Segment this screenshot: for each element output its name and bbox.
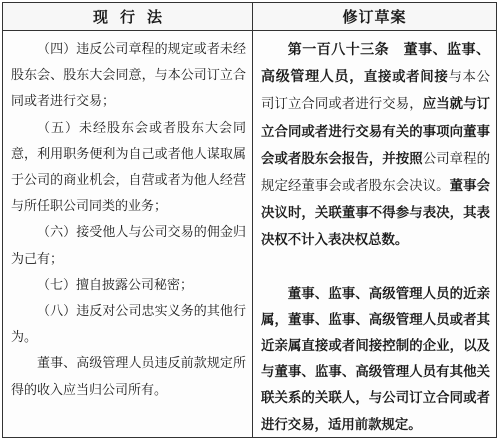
current-law-item-4: （四）违反公司章程的规定或者未经股东会、股东大会同意，与本公司订立合同或者进行交易；	[11, 42, 246, 110]
current-law-closing: 董事、高级管理人员违反前款规定所得的收入应当归公司所有。	[11, 356, 246, 398]
draft-amendment-direct-indirect: 直接或者间接	[363, 69, 449, 86]
draft-related-parties: 董事、监事、高级管理人员的近亲属，董事、监事、高级管理人员或者其近亲属直接或者间接控制的企业，以及与董事、监事、高级管理人员有其他关联关系的关联人，与公司订立合同或者进行交易，适用前款规定。	[261, 285, 490, 433]
draft-article-183	[261, 37, 490, 255]
current-law-item-6: （六）接受他人与公司交易的佣金归为己有；	[11, 225, 246, 267]
current-law-item-5: （五）未经股东会或者股东大会同意，利用职务便利为自己或者他人谋取属于公司的商业机会，自营或者为他人经营与所任职公司同类的业务；	[11, 120, 246, 215]
current-law-item-7: （七）擅自披露公司秘密；	[37, 277, 194, 293]
draft-text-contract: 与本公司订立合同或者进行交易，	[261, 70, 491, 113]
draft-article-heading: 第一百八十三条 董事、监事、高级管理人员，	[261, 42, 490, 86]
draft-amendment-report: 应当就与订立合同或者进行交易有关的事项向董事会或者股东会报告，并按照	[261, 96, 491, 167]
draft-amendment-voting: 董事会决议时，关联董事不得参与表决，其表决权不计入表决权总数。	[261, 178, 491, 249]
header-current-law: 现行法	[3, 3, 253, 31]
draft-column	[253, 31, 496, 437]
current-law-item-8: （八）违反对公司忠实义务的其他行为。	[11, 304, 246, 346]
current-law-column	[3, 31, 253, 437]
draft-text-articles: 公司章程的规定经董事会或者股东会决议。	[261, 151, 491, 195]
comparison-table	[2, 2, 497, 438]
header-draft-revision: 修订草案	[253, 3, 496, 31]
